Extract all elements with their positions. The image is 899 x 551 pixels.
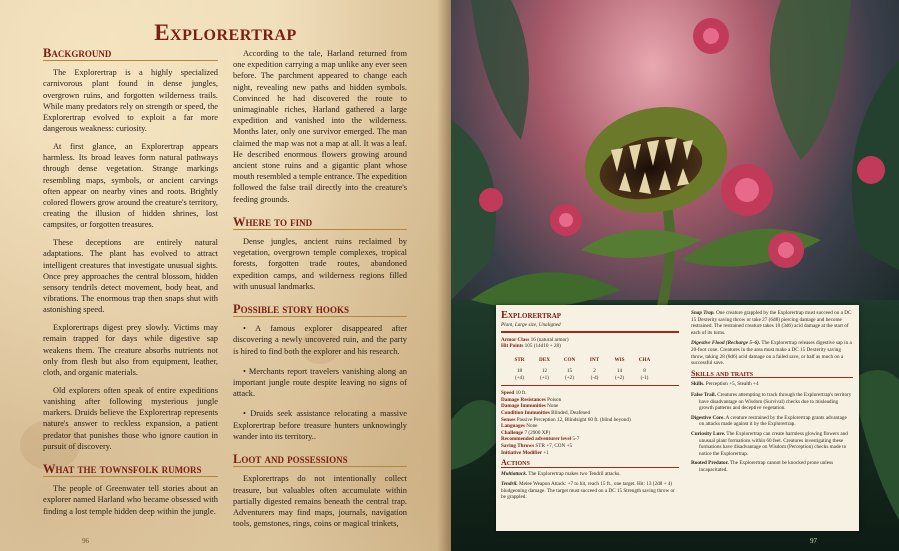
list-item: • Druids seek assistance relocating a massive Explorertrap before treasure hunters unknowingly wander into its territory.. — [233, 408, 407, 442]
page-number: 96 — [82, 537, 89, 545]
hooks-list — [233, 323, 407, 442]
paragraph: According to the tale, Harland returned from one expedition carrying a map unlike any ever seen before. The parchment appeared to change each night, revealing new paths and hidden symbols. Convinced he had discovered the route to unimaginable riches, Harland gathered a large expedition and vanished into the wilderness. Months later, only one survivor emerged. The man claimed the map was not a map at all. It was a leaf. He described enormous flowers growing around ancient stone ruins and a gigantic plant whose mouth resembled a temple entrance. The expedition followed the false trail directly into the creature's feeding grounds. — [233, 49, 407, 204]
action-digestive-flood: Digestive Flood (Recharge 5–6). The Explorertrap releases digestive sap in a 20-foot cone. Creatures in the area must make a DC 15 Dexterity saving throw, taking 28 (8d6) acid damage on a failed save, or half as much on a successful save. — [691, 340, 852, 367]
paragraph: At first glance, an Explorertrap appears harmless. Its broad leaves form natural pathways through dense vegetation. Strange markings resembling maps, symbols, or ancient carvings often appear on nearby vines and roots. Brightly colored flowers grow around the creature's territory, creating the illusion of hidden shrines, lost campsites, or forgotten treasures. — [43, 142, 218, 230]
action-multiattack: Multiattack. The Explorertrap makes two Tendril attacks. — [501, 470, 621, 477]
stat-block-left-column — [501, 310, 679, 505]
prop-senses: Senses Passive Perception 12, Blindsight 60 ft. (blind beyond) — [501, 416, 631, 423]
text-column-2 — [233, 48, 407, 536]
prop-damage-immunities: Damage Immunities None — [501, 403, 559, 410]
ability-str: STR 18 (+4) — [514, 356, 525, 382]
prop-damage-resistances: Damage Resistances Poison — [501, 396, 562, 403]
list-item: • Merchants report travelers vanishing along an important jungle route despite leaving no signs of attack. — [233, 366, 407, 400]
divider — [501, 331, 679, 333]
trait-digestive-core: Digestive Core. A creature restrained by the Explorertrap grants advantage on attacks made against it by the Explorertrap. — [691, 414, 847, 428]
prop-condition-immunities: Condition Immunities Blinded, Deafened — [501, 409, 591, 416]
paragraph: The Explorertrap is a highly specialized carnivorous plant found in dense jungles, overgrown ruins, and forgotten wilderness trails. While many predators rely on strength or speed, the Explorertrap evolved to exploit a far more dangerous weakness: curiosity. — [43, 68, 218, 134]
ability-wis: WIS 14 (+2) — [614, 356, 625, 382]
hooks-heading: Possible story hooks — [233, 304, 407, 317]
ability-scores — [507, 357, 657, 382]
hit-points: Hit Points 105 (14d10 + 28) — [501, 343, 561, 350]
right-page — [451, 0, 899, 551]
loot-heading: Loot and possessions — [233, 454, 407, 467]
prop-speed: Speed 10 ft. — [501, 390, 527, 397]
list-item: • A famous explorer disappeared after discovering a newly uncovered ruin, and the party is hired to find both the explorer and his research. — [233, 323, 407, 357]
where-heading: Where to find — [233, 217, 407, 230]
ability-con: CON 15 (+2) — [563, 356, 576, 382]
paragraph: Explorertraps do not intentionally collect treasure, but valuables often accumulate within partially digested remains beneath the central trap. Adventurers may find maps, journals, navigation tools, gemstones, rings, coins or magical trinkets, — [233, 474, 407, 529]
page-title: Explorertrap — [154, 20, 297, 45]
creature-name: Explorertrap — [501, 310, 562, 321]
paragraph: These deceptions are entirely natural adaptations. The plant has evolved to attract intelligent creatures that investigate unusual sights. Once prey approaches the central blossom, hidden sensory tendrils detect movement, body heat, and vibrations. The enormous trap then snaps shut with astonishing speed. — [43, 238, 218, 315]
trait-false-trail: False Trail. Creatures attempting to track through the Explorertrap's territory have disadvantage on Wisdom (Survival) checks due to misleading growth patterns and deceptive vegetation. — [691, 391, 852, 412]
paragraph: Old explorers often speak of entire expeditions vanishing after following mysterious jungle markers. Druids believe the Explorertrap represents nature's answer to reckless expansion, a patient predator that punishes those who ignore caution in pursuit of discovery. — [43, 385, 218, 451]
prop-recommended-level: Recommended adventurer level 5-7 — [501, 436, 580, 443]
action-tendril: Tendril. Melee Weapon Attack: +7 to hit, reach 15 ft., one target. Hit: 13 (2d8 + 4) bludgeoning damage. The target must succeed on a DC 15 Strength saving throw or be grappled. — [501, 481, 675, 501]
prop-saving-throws: Saving Throws STR +7, CON +5 — [501, 442, 573, 449]
trait-curiosity-lure: Curiosity Lure. The Explorertrap can create harmless glowing flowers and unusual plant formations within 60 feet. Creatures investigating these formations have disadvantage on Wisdom (Perception) checks made to notice the Explorertrap. — [691, 430, 848, 457]
skills-heading: Skills and traits — [691, 371, 853, 379]
ability-dex: DEX 12 (+1) — [539, 356, 550, 382]
paragraph: Dense jungles, ancient ruins reclaimed by vegetation, overgrown temple complexes, tropical forests, forgotten trade routes, abandoned expedition camps, and wilderness regions filled with unusual landmarks. — [233, 237, 407, 291]
ability-cha: CHA 8 (-1) — [638, 356, 651, 382]
prop-challenge: Challenge 7 (2900 XP) — [501, 429, 551, 436]
ability-int: INT 2 (-4) — [589, 356, 600, 382]
prop-initiative: Initiative Modifier +1 — [501, 449, 549, 456]
prop-languages: Languages None — [501, 423, 538, 430]
trait-rooted-predator: Rooted Predator. The Explorertrap cannot be knocked prone unless incapacitated. — [691, 460, 834, 473]
skills-line: Skills. Perception +5, Stealth +4 — [691, 381, 759, 388]
stat-block-right-column — [691, 310, 853, 476]
background-heading: Background — [43, 48, 218, 61]
action-snap-trap: Snap Trap. One creature grappled by the Explorertrap must succeed on a DC 15 Dexterity saving throw or take 27 (6d8) piercing damage and become restrained. The restrained creature takes 10 (3d6) acid damage at the start of each of its turns. — [691, 310, 852, 336]
paragraph: The people of Greenwater tell stories about an explorer named Harland who became obsessed with finding a lost temple hidden deep within the jungle. — [43, 484, 218, 516]
divider — [501, 385, 679, 387]
creature-type: Plant, Large size, Unaligned — [501, 321, 561, 328]
rumors-heading: What the townsfolk rumors — [43, 464, 218, 477]
page-number: 97 — [810, 537, 817, 545]
paragraph: Explorertraps digest prey slowly. Victims may remain trapped for days while digestive sap weakens them. The creature absorbs nutrients not only from flesh but also from equipment, leather, cloth, and organic materials. — [43, 323, 218, 378]
armor-class: Armor Class 16 (natural armor) — [501, 336, 569, 343]
stat-block — [496, 305, 859, 531]
actions-heading: Actions — [501, 460, 679, 468]
text-column-1 — [43, 48, 218, 523]
